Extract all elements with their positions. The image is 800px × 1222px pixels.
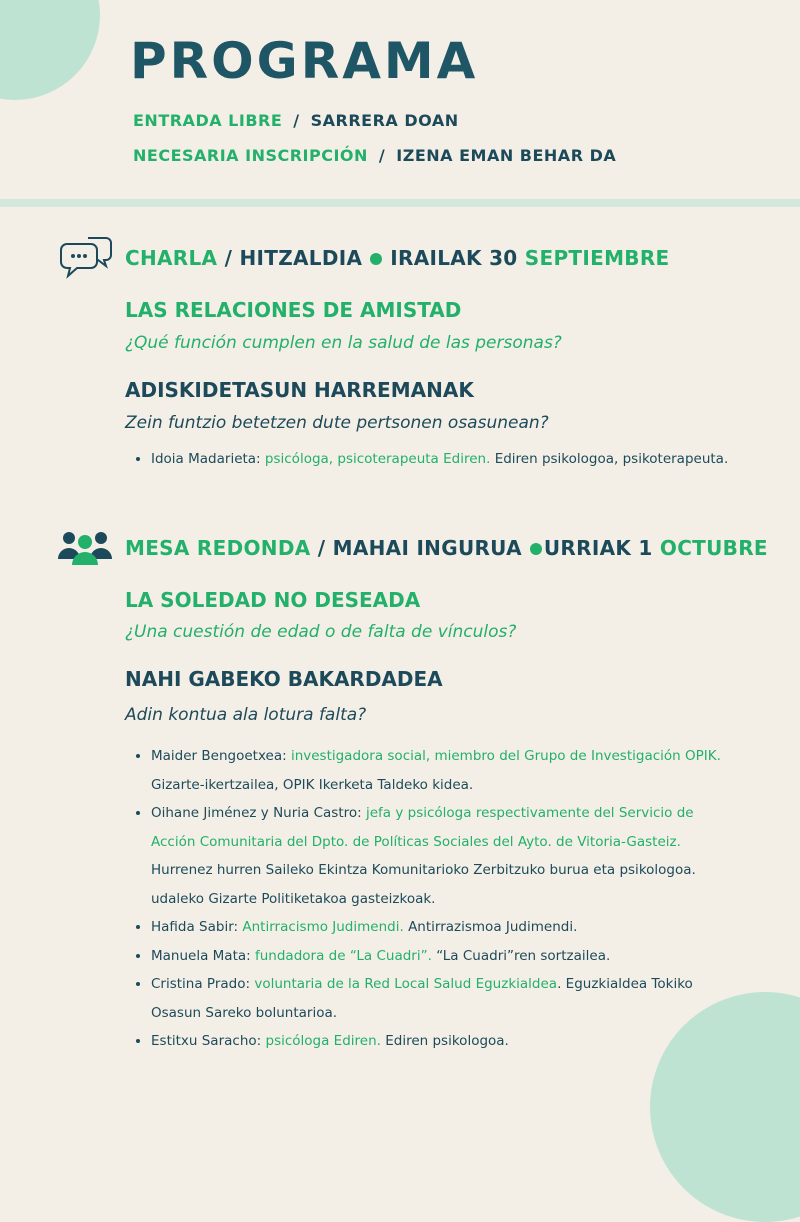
roundtable-question-es: ¿Una cuestión de edad o de falta de vínculos? — [125, 622, 517, 642]
group-people-icon — [57, 529, 113, 565]
speaker-list — [133, 445, 741, 474]
entry-label-eu: SARRERA DOAN — [310, 111, 459, 130]
entry-line — [133, 111, 459, 130]
bullet-dot — [370, 253, 382, 265]
list-item: • Estitxu Saracho: psicóloga Ediren. Ediren psikologoa. — [151, 1027, 741, 1056]
event-date-eu: URRIAK 1 — [543, 536, 653, 560]
bullet-dot — [530, 543, 542, 555]
list-item: • Hafida Sabir: Antirracismo Judimendi. Antirrazismoa Judimendi. — [151, 913, 741, 942]
list-item: • Maider Bengoetxea: investigadora social, miembro del Grupo de Investigación OPIK. Gizarte-ikertzailea, OPIK Ikerketa Taldeko kidea. — [151, 742, 741, 799]
event-type-es: CHARLA — [125, 246, 218, 270]
talk-question-es: ¿Qué función cumplen en la salud de las personas? — [125, 333, 562, 353]
speech-bubbles-icon — [58, 234, 114, 280]
event-date-es: SEPTIEMBRE — [524, 246, 670, 270]
list-item: • Cristina Prado: voluntaria de la Red Local Salud Eguzkialdea. Eguzkialdea Tokiko Osasun Sareko boluntarioa. — [151, 970, 741, 1027]
list-item: • Oihane Jiménez y Nuria Castro: jefa y psicóloga respectivamente del Servicio de Acción Comunitaria del Dpto. de Políticas Sociales del Ayto. de Vitoria-Gasteiz. Hurrenez hurren Saileko Ekintza Komunitarioko Zerbitzuko burua eta psikologoa. udaleko Gizarte Politiketakoa gasteizkoak. — [151, 799, 741, 913]
roundtable-title-es: LA SOLEDAD NO DESEADA — [125, 588, 421, 612]
registration-label-eu: IZENA EMAN BEHAR DA — [396, 146, 617, 165]
event-type-eu: MAHAI INGURUA — [332, 536, 522, 560]
divider — [0, 199, 800, 207]
separator: / — [378, 146, 386, 165]
talk-title-eu: ADISKIDETASUN HARREMANAK — [125, 378, 474, 402]
registration-line — [133, 146, 616, 165]
list-item: • Manuela Mata: fundadora de “La Cuadri”. “La Cuadri”ren sortzailea. — [151, 942, 741, 971]
section-header-mesa — [125, 536, 768, 560]
roundtable-title-eu: NAHI GABEKO BAKARDADEA — [125, 667, 443, 691]
page-title: PROGRAMA — [130, 32, 479, 90]
event-type-es: MESA REDONDA — [125, 536, 311, 560]
event-type-eu: HITZALDIA — [239, 246, 363, 270]
speaker-list — [133, 742, 741, 1056]
separator: / — [317, 536, 326, 560]
list-item: • Idoia Madarieta: psicóloga, psicoterapeuta Ediren. Ediren psikologoa, psikoterapeuta. — [151, 445, 741, 474]
separator: / — [224, 246, 233, 270]
section-header-charla — [125, 246, 669, 270]
entry-label-es: ENTRADA LIBRE — [133, 111, 283, 130]
talk-question-eu: Zein funtzio betetzen dute pertsonen osasunean? — [125, 413, 549, 433]
event-date-eu: IRAILAK 30 — [390, 246, 518, 270]
separator: / — [293, 111, 300, 130]
registration-label-es: NECESARIA INSCRIPCIÓN — [133, 146, 368, 165]
decorative-circle-top-left — [0, 0, 100, 100]
event-date-es: OCTUBRE — [659, 536, 768, 560]
roundtable-question-eu: Adin kontua ala lotura falta? — [125, 705, 367, 725]
talk-title-es: LAS RELACIONES DE AMISTAD — [125, 298, 462, 322]
